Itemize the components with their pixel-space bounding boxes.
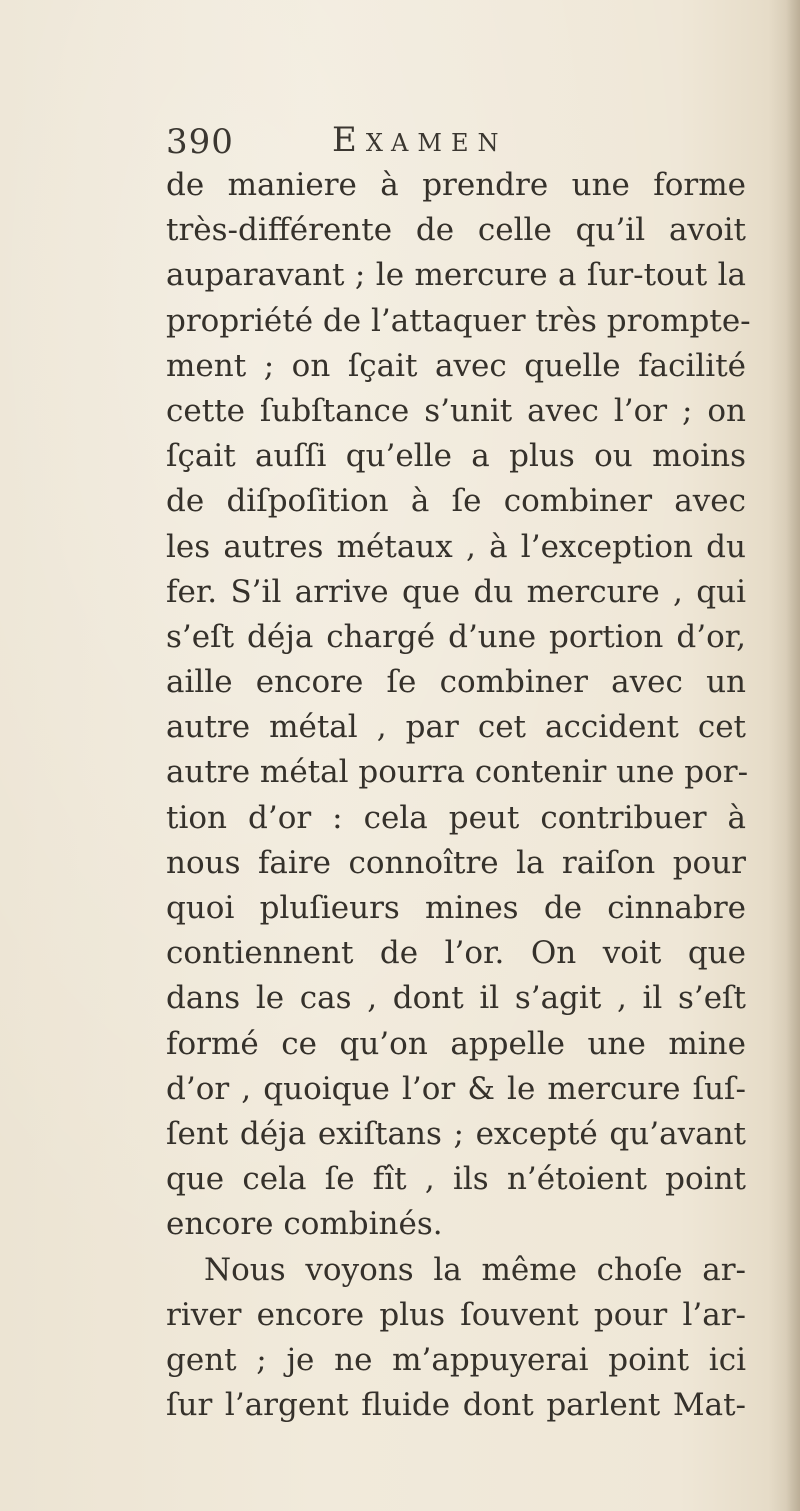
text-line: nous faire connoître la raiſon pour bbox=[166, 844, 746, 881]
paragraph-end-line: encore combinés. bbox=[166, 1206, 443, 1243]
text-line: ment ; on ſçait avec quelle facilité bbox=[166, 347, 746, 384]
page-edge-shadow bbox=[786, 0, 800, 1511]
text-line: auparavant ; le mercure a ſur-tout la bbox=[166, 257, 746, 294]
text-line: de diſpoſition à ſe combiner avec bbox=[166, 483, 746, 520]
text-line: les autres métaux , à l’exception du bbox=[166, 528, 746, 565]
text-line: aille encore ſe combiner avec un bbox=[166, 664, 746, 701]
text-line: cette ſubſtance s’unit avec l’or ; on bbox=[166, 392, 746, 429]
text-line: autre métal , par cet accident cet bbox=[166, 709, 746, 746]
text-line: autre métal pourra contenir une por- bbox=[166, 754, 749, 791]
text-line: très-différente de celle qu’il avoit bbox=[166, 212, 746, 249]
text-line: dans le cas , dont il s’agit , il s’eſt bbox=[166, 980, 746, 1017]
text-line: s’eſt déja chargé d’une portion d’or, bbox=[166, 618, 746, 655]
text-line: ſur l’argent fluide dont parlent Mat- bbox=[166, 1387, 746, 1424]
text-line: gent ; je ne m’appuyerai point ici bbox=[166, 1341, 746, 1378]
text-line: d’or , quoique l’or & le mercure ſuſ- bbox=[166, 1070, 746, 1107]
text-line: que cela ſe fît , ils n’étoient point bbox=[166, 1161, 746, 1198]
running-title: Examen bbox=[332, 120, 508, 160]
text-line: ſçait auſſi qu’elle a plus ou moins bbox=[166, 438, 746, 475]
text-line: fer. S’il arrive que du mercure , qui bbox=[166, 573, 746, 610]
paragraph-start-line: Nous voyons la même choſe ar- bbox=[204, 1251, 746, 1288]
body-text bbox=[166, 163, 751, 1428]
text-line: quoi pluſieurs mines de cinnabre bbox=[166, 890, 746, 926]
text-line: ſent déja exiſtans ; excepté qu’avant bbox=[166, 1115, 746, 1152]
text-line: contiennent de l’or. On voit que bbox=[166, 935, 746, 972]
page-number: 390 bbox=[166, 122, 234, 162]
text-line: de maniere à prendre une forme bbox=[166, 167, 746, 203]
page-header bbox=[166, 118, 586, 164]
text-line: tion d’or : cela peut contribuer à bbox=[166, 799, 746, 836]
text-line: propriété de l’attaquer très prompte- bbox=[166, 302, 751, 339]
text-line: river encore plus ſouvent pour l’ar- bbox=[166, 1296, 746, 1333]
text-line: formé ce qu’on appelle une mine bbox=[166, 1025, 746, 1062]
